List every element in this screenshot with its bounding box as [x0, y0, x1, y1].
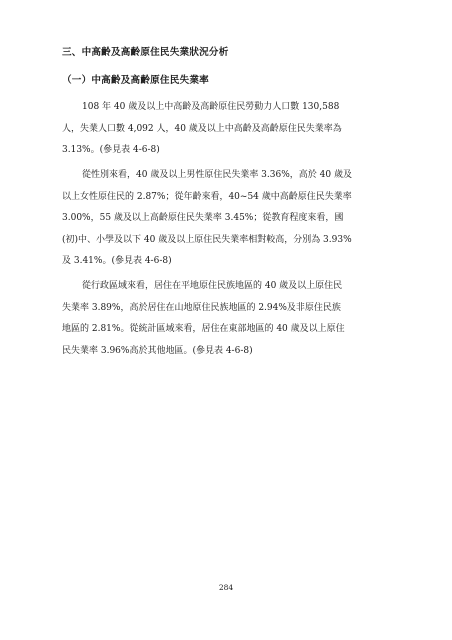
- paragraph-line: 民失業率 3.96%高於其他地區。(參見表 4-6-8): [62, 345, 253, 356]
- paragraph-gender-age-education: [62, 165, 402, 273]
- paragraph-line: 以上女性原住民的 2.87%；從年齡來看，40~54 歲中高齡原住民失業率: [62, 191, 352, 202]
- paragraph-line: 人，失業人口數 4,092 人，40 歲及以上中高齡及高齡原住民失業率為: [62, 123, 342, 134]
- subsection-title: （一）中高齡及高齡原住民失業率: [62, 75, 209, 86]
- page-number: 284: [218, 583, 234, 592]
- paragraph-line: 從行政區域來看，居住在平地原住民族地區的 40 歲及以上原住民: [82, 281, 343, 291]
- paragraph-region: [62, 276, 402, 362]
- paragraph-line: 3.00%，55 歲及以上高齡原住民失業率 3.45%；從教育程度來看，國: [62, 213, 344, 223]
- paragraph-line: (初)中、小學及以下 40 歲及以上原住民失業率相對較高，分別為 3.93%: [62, 234, 352, 245]
- paragraph-line: 失業率 3.89%，高於居住在山地原住民族地區的 2.94%及非原住民族: [62, 302, 341, 313]
- paragraph-line: 從性別來看，40 歲及以上男性原住民失業率 3.36%，高於 40 歲及: [82, 170, 352, 180]
- paragraph-line: 及 3.41%。(參見表 4-6-8): [62, 256, 172, 266]
- paragraph-labor-force: [62, 97, 402, 162]
- paragraph-line: 地區的 2.81%。從統計區域來看，居住在東部地區的 40 歲及以上原住: [62, 324, 345, 334]
- paragraph-line: 108 年 40 歲及以上中高齡及高齡原住民勞動力人口數 130,588: [82, 102, 340, 112]
- section-title: 三、中高齡及高齡原住民失業狀況分析: [62, 47, 229, 58]
- paragraph-line: 3.13%。(參見表 4-6-8): [62, 145, 160, 155]
